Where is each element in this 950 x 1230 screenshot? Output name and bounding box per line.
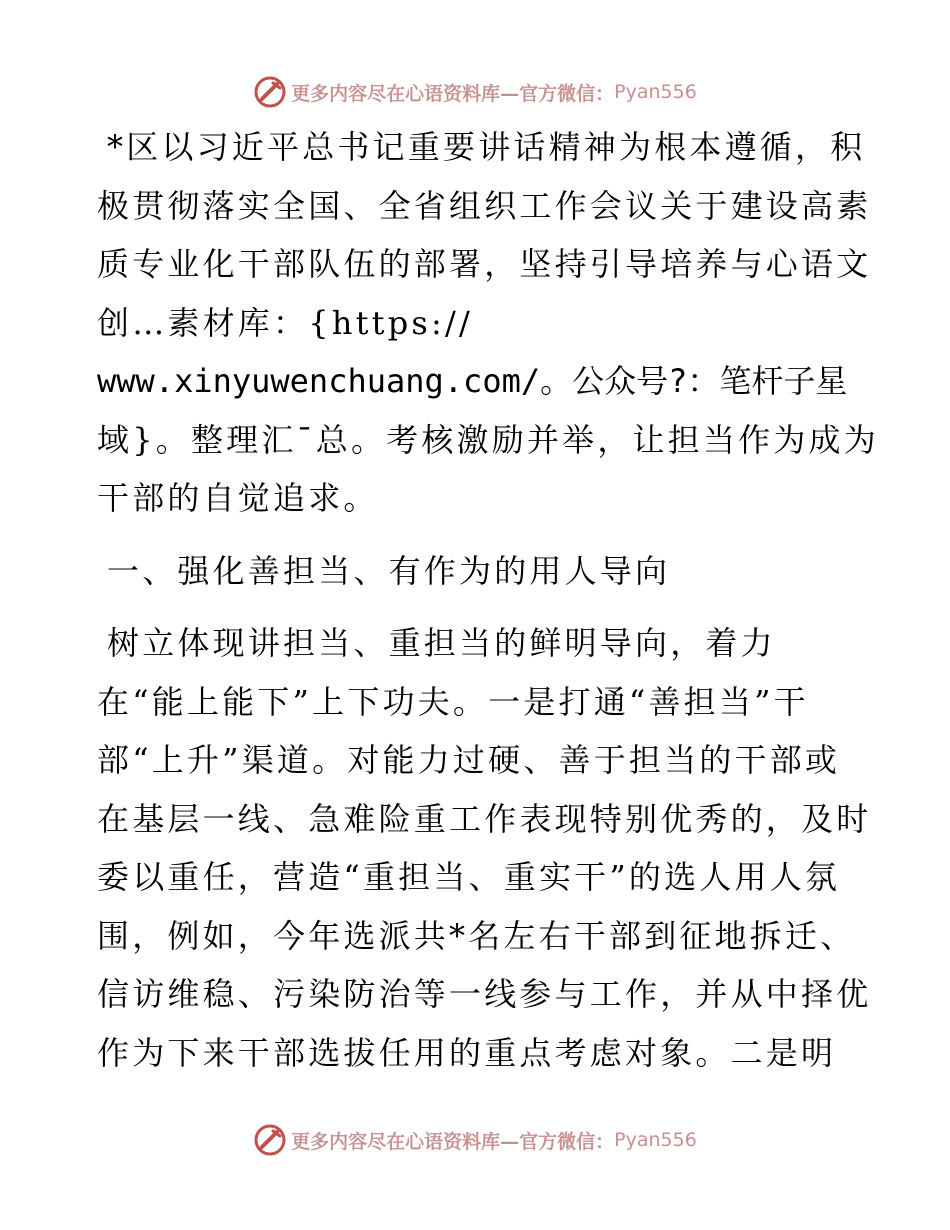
paragraph-2 — [97, 614, 872, 1082]
text-line: 部“上升”渠道。对能力过硬、善于担当的干部或 — [97, 741, 841, 779]
watermark-wechat-id: Pyan556 — [614, 81, 697, 103]
document-body — [97, 118, 879, 1082]
text-line-url: www.xinyuwenchuang.com/。公众号?：笔杆子星 — [97, 362, 848, 400]
text-line: 委以重任，营造“重担当、重实干”的选人用人氛 — [97, 858, 841, 896]
section-heading: 一、强化善担当、有作为的用人导向 — [107, 551, 671, 590]
footer-watermark — [0, 1120, 950, 1160]
text-line: 围，例如，今年选派共*名左右干部到征地拆迁、 — [97, 916, 856, 955]
watermark-text: 更多内容尽在心语资料库—官方微信： — [291, 1130, 615, 1153]
text-line: 作为下来干部选拔任用的重点考虑对象。二是明 — [97, 1033, 837, 1072]
text-line: *区以习近平总书记重要讲话精神为根本遵循，积 — [107, 128, 866, 166]
text-line: 干部的自觉追求。 — [97, 479, 379, 517]
brand-logo-icon — [253, 75, 287, 109]
text-line: 质专业化干部队伍的部署，坚持引导培养与心语文 — [97, 245, 872, 283]
text-line: 创…素材库：{https:// — [97, 303, 473, 342]
text-line: 域}。整理汇¯总。考核激励并举，让担当作为成为 — [97, 420, 879, 459]
watermark-wechat-id: Pyan556 — [614, 1129, 697, 1151]
text-line: 树立体现讲担当、重担当的鲜明导向，着力 — [107, 624, 776, 662]
text-line: 在“能上能下”上下功夫。一是打通“善担当”干 — [97, 682, 809, 721]
text-line: 极贯彻落实全国、全省组织工作会议关于建设高素 — [97, 186, 872, 225]
brand-logo-icon — [253, 1123, 287, 1157]
paragraph-1 — [97, 118, 879, 528]
text-line: 信访维稳、污染防治等一线参与工作，并从中择优 — [97, 975, 872, 1013]
text-line: 在基层一线、急难险重工作表现特别优秀的，及时 — [97, 799, 872, 838]
header-watermark — [0, 72, 950, 112]
watermark-text: 更多内容尽在心语资料库—官方微信： — [291, 82, 615, 105]
